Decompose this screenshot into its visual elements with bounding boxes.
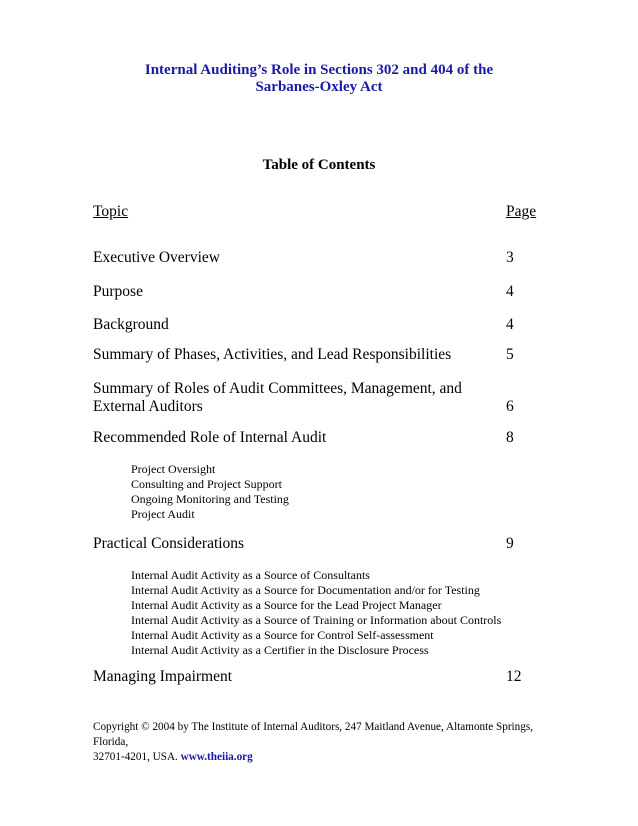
- toc-entry-topic: Purpose: [93, 283, 143, 300]
- toc-entry-page: 9: [506, 535, 514, 552]
- toc-entry-topic: Executive Overview: [93, 249, 220, 266]
- toc-subitem: Consulting and Project Support: [131, 477, 282, 491]
- copyright-footer: [93, 720, 553, 765]
- toc-entry-page: 12: [506, 668, 522, 685]
- toc-entry-topic: Recommended Role of Internal Audit: [93, 429, 327, 446]
- toc-subitem: Internal Audit Activity as a Certifier in the Disclosure Process: [131, 643, 429, 657]
- toc-subitem: Internal Audit Activity as a Source of Consultants: [131, 568, 370, 582]
- toc-subitem: Ongoing Monitoring and Testing: [131, 492, 289, 506]
- toc-entry-page: 6: [506, 398, 514, 415]
- title-line-1: Internal Auditing’s Role in Sections 302 and 404 of the: [144, 62, 494, 78]
- page-column-header: Page: [506, 203, 537, 220]
- toc-entry-topic: External Auditors: [93, 398, 203, 415]
- toc-entry-page: 4: [506, 283, 514, 300]
- toc-entry-topic: Summary of Roles of Audit Committees, Management, and: [93, 380, 462, 397]
- copyright-line-1: Copyright © 2004 by The Institute of Internal Auditors, 247 Maitland Avenue, Altamonte Springs, Florida,: [93, 721, 533, 748]
- toc-heading: Table of Contents: [262, 157, 376, 173]
- copyright-address: 32701-4201, USA.: [93, 751, 178, 763]
- topic-column-header: Topic: [93, 203, 129, 220]
- document-title: [0, 62, 638, 96]
- toc-entry-page: 3: [506, 249, 514, 266]
- toc-entry-page: 8: [506, 429, 514, 446]
- toc-subitem: Internal Audit Activity as a Source for Documentation and/or for Testing: [131, 583, 480, 597]
- toc-subitem: Internal Audit Activity as a Source of Training or Information about Controls: [131, 613, 502, 627]
- toc-entry-topic: Managing Impairment: [93, 668, 233, 685]
- toc-subitems: [131, 568, 501, 658]
- title-line-2: Sarbanes-Oxley Act: [255, 79, 383, 95]
- toc-entry-topic: Summary of Phases, Activities, and Lead Responsibilities: [93, 346, 452, 363]
- toc-subitem: Internal Audit Activity as a Source for Control Self-assessment: [131, 628, 434, 642]
- toc-subitem: Project Audit: [131, 507, 195, 521]
- toc-subitem: Internal Audit Activity as a Source for the Lead Project Manager: [131, 598, 442, 612]
- toc-subitem: Project Oversight: [131, 462, 216, 476]
- toc-subitems: [131, 462, 289, 522]
- toc-entry-topic: Background: [93, 316, 169, 333]
- website-link[interactable]: www.theiia.org: [180, 751, 253, 763]
- copyright-line-2: [93, 750, 553, 765]
- toc-entry-page: 5: [506, 346, 514, 363]
- toc-entry-page: 4: [506, 316, 514, 333]
- toc-entry-topic: Practical Considerations: [93, 535, 245, 552]
